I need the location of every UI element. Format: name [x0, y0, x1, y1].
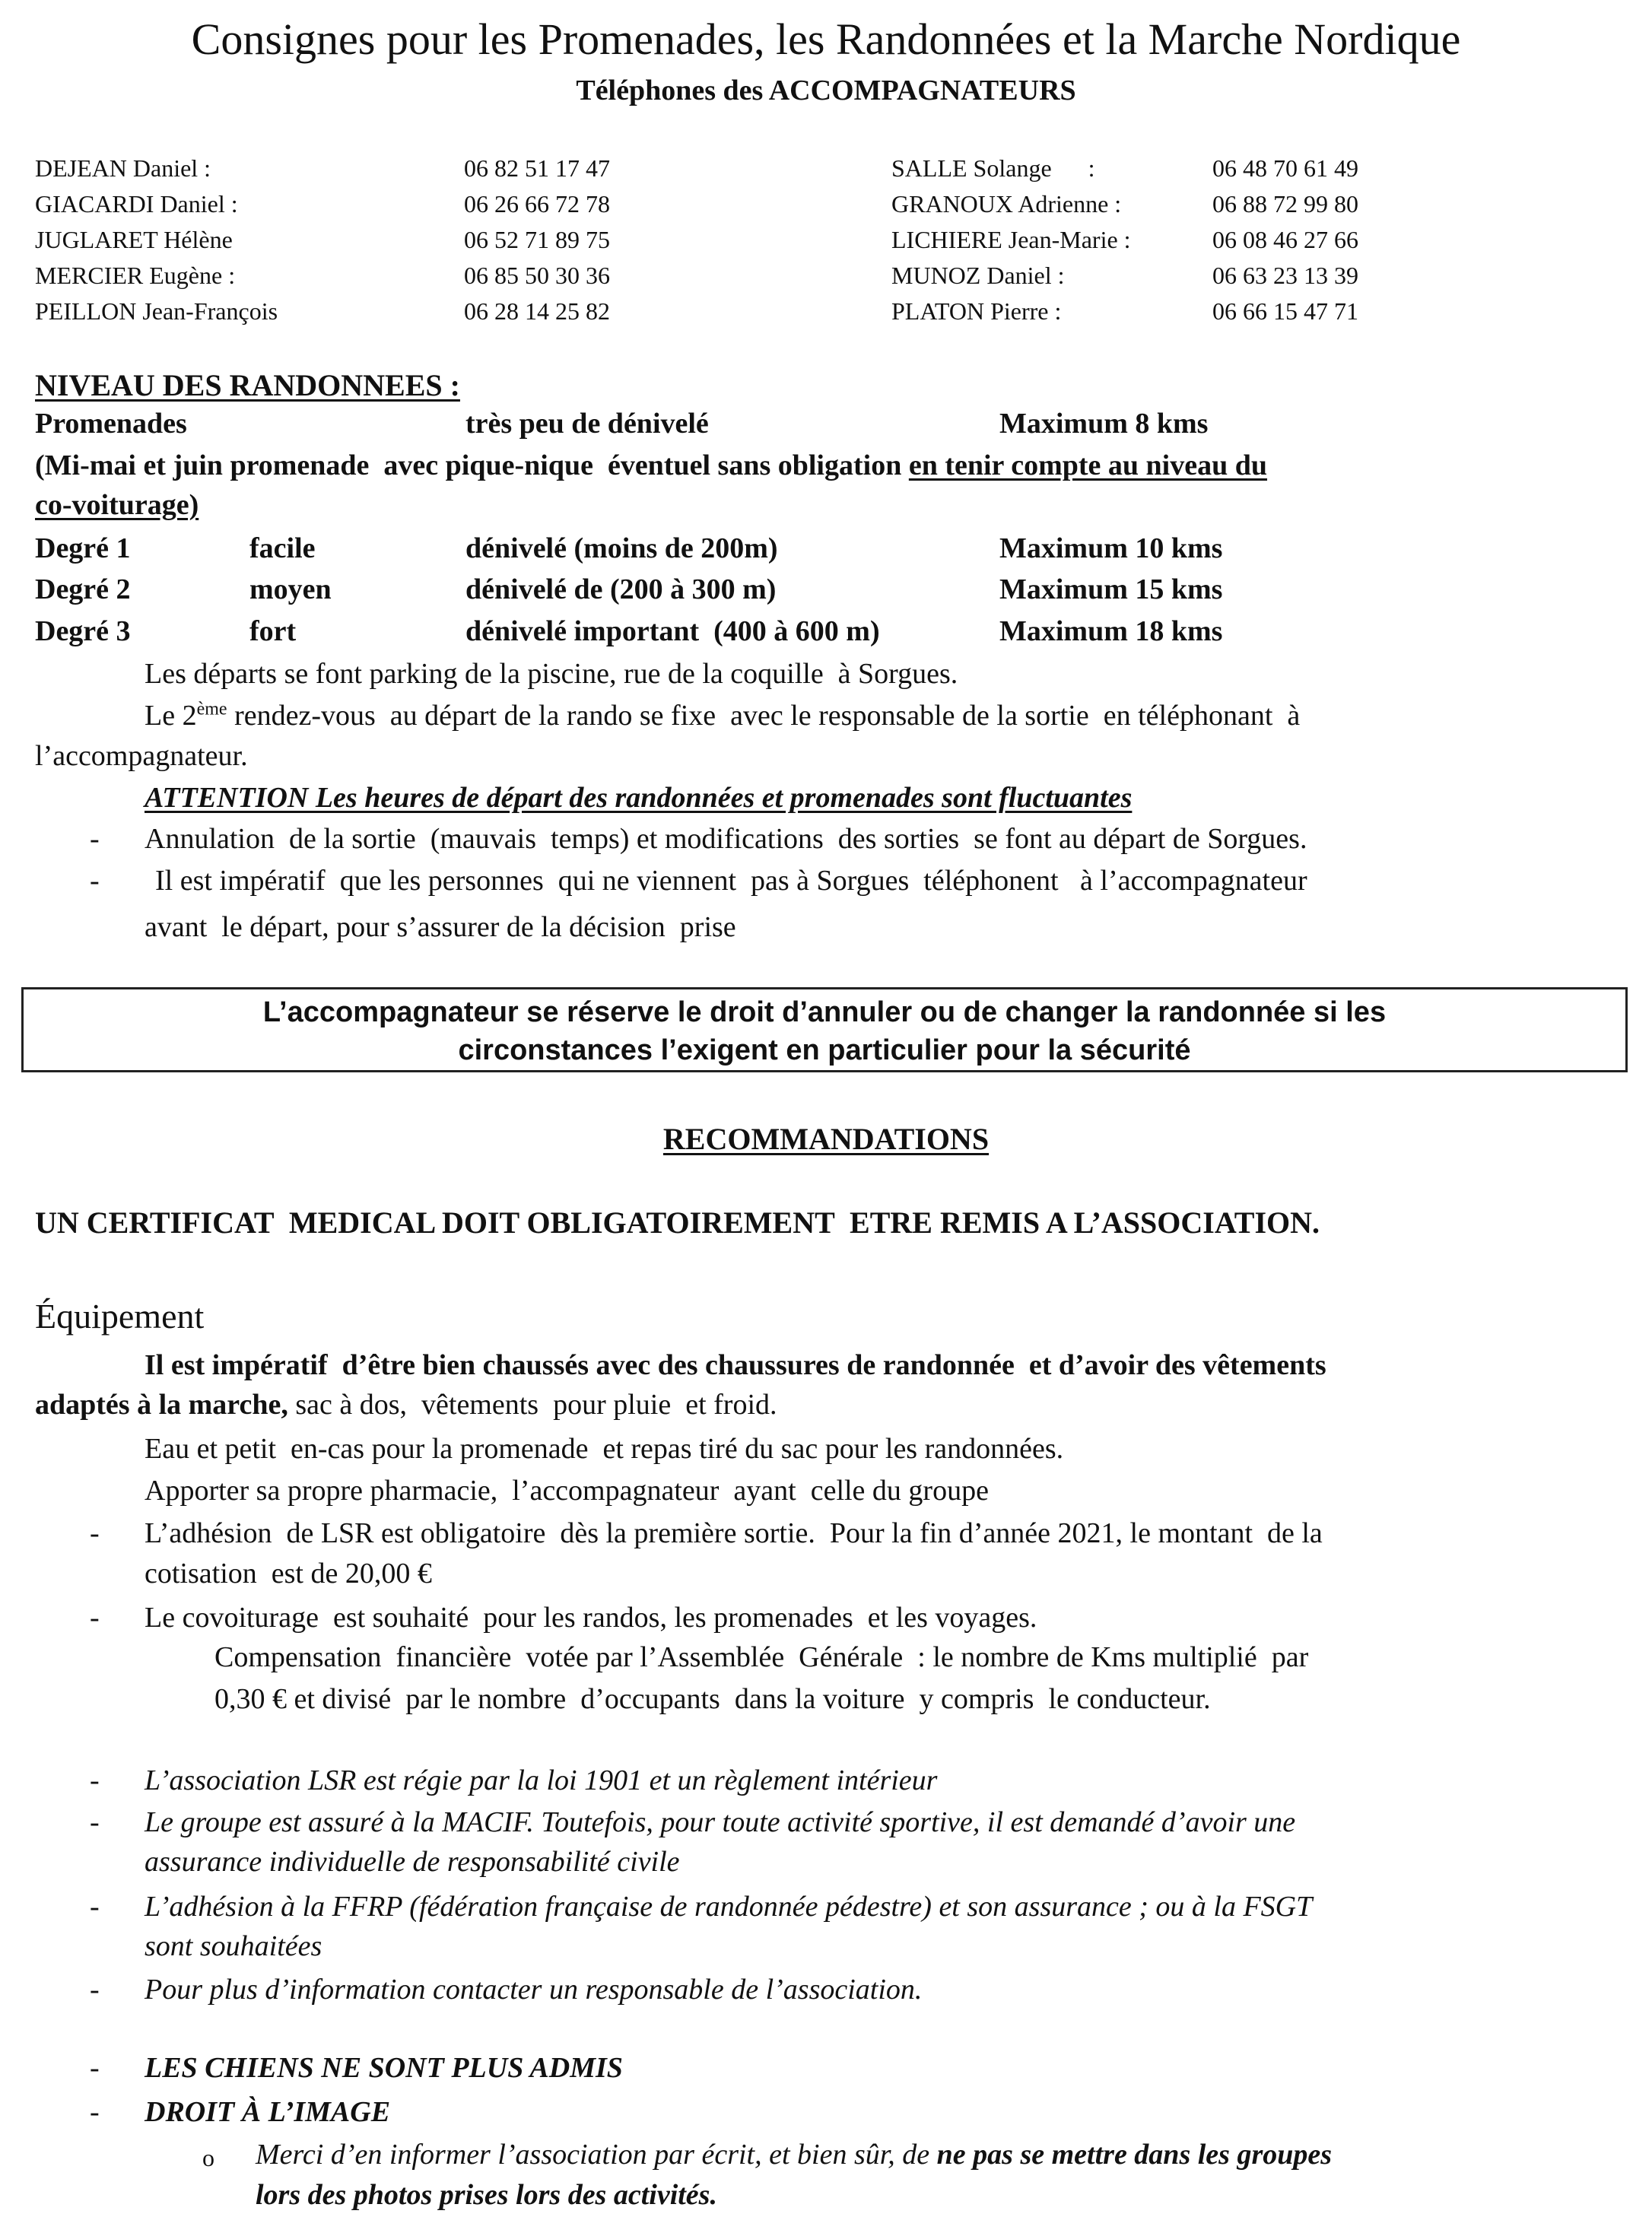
bullet-dash: - — [90, 2052, 100, 2084]
warning-box — [21, 987, 1628, 1072]
image-rights-text-a: Merci d’en informer l’association par écrit, et bien sûr, de — [256, 2139, 937, 2171]
dogs-notice: LES CHIENS NE SONT PLUS ADMIS — [145, 2052, 623, 2084]
carpool-text: Le covoiturage est souhaité pour les randos, les promenades et les voyages. — [145, 1602, 1037, 1634]
contact-phone: 06 48 70 61 49 — [1212, 154, 1358, 182]
contact-name: MERCIER Eugène : — [35, 262, 236, 289]
bullet-dash: - — [90, 2096, 100, 2128]
bullet-phone-notice-end: avant le départ, pour s’assurer de la décision prise — [145, 911, 736, 943]
more-info-text: Pour plus d’information contacter un responsable de l’association. — [145, 1974, 923, 2006]
bullet-dash: - — [90, 1517, 100, 1549]
rendezvous-a: Le 2 — [145, 700, 197, 732]
degree-label: Degré 1 — [35, 532, 131, 564]
equipment-clothing — [35, 1386, 777, 1423]
contact-phone: 06 26 66 72 78 — [464, 190, 610, 218]
carpool-compensation-end: 0,30 € et divisé par le nombre d’occupants dans la voiture y compris le conducteur. — [214, 1683, 1211, 1715]
contact-phone: 06 08 46 27 66 — [1212, 226, 1358, 253]
contact-name: GIACARDI Daniel : — [35, 190, 238, 218]
contact-phone: 06 63 23 13 39 — [1212, 262, 1358, 289]
bullet-dash: - — [90, 1974, 100, 2006]
departure-text: Les départs se font parking de la piscine, rue de la coquille à Sorgues. — [145, 658, 958, 690]
association-rules: L’association LSR est régie par la loi 1901 et un règlement intérieur — [145, 1764, 938, 1796]
rendezvous-b: rendez-vous au départ de la rando se fixe avec le responsable de la sortie en téléphonant à — [227, 700, 1301, 732]
degree-desc: dénivelé de (200 à 300 m) — [465, 573, 777, 605]
contact-name: GRANOUX Adrienne : — [891, 190, 1122, 218]
equipment-pharmacy: Apporter sa propre pharmacie, l’accompagnateur ayant celle du groupe — [145, 1475, 989, 1507]
ffrp-text: L’adhésion à la FFRP (fédération française de randonnée pédestre) et son assurance ; ou à la FSGT — [145, 1891, 1313, 1923]
membership-fee: cotisation est de 20,00 € — [145, 1558, 432, 1590]
recommendations-heading: RECOMMANDATIONS — [662, 1122, 990, 1156]
degree-level: facile — [249, 532, 316, 564]
contact-name: PLATON Pierre : — [891, 297, 1062, 325]
membership-text: L’adhésion de LSR est obligatoire dès la première sortie. Pour la fin d’année 2021, le montant de la — [145, 1517, 1323, 1549]
ffrp-text-end: sont souhaitées — [145, 1930, 322, 1962]
degree-label: Degré 2 — [35, 573, 131, 605]
bullet-cancellation: Annulation de la sortie (mauvais temps) et modifications des sorties se font au départ de Sorgues. — [145, 823, 1307, 855]
bullet-dash: - — [90, 865, 100, 897]
insurance-text-end: assurance individuelle de responsabilité civile — [145, 1846, 680, 1878]
contact-phone: 06 88 72 99 80 — [1212, 190, 1358, 218]
page-subtitle: Téléphones des ACCOMPAGNATEURS — [576, 75, 1076, 106]
equipment-clothing-rest: sac à dos, vêtements pour pluie et froid. — [288, 1389, 777, 1421]
insurance-text: Le groupe est assuré à la MACIF. Toutefois, pour toute activité sportive, il est demandé d’avoir une — [145, 1806, 1296, 1838]
contact-phone: 06 66 15 47 71 — [1212, 297, 1358, 325]
bullet-dash: - — [90, 1764, 100, 1796]
rendezvous-text — [145, 697, 1300, 734]
contact-name: SALLE Solange : — [891, 154, 1095, 182]
degree-level: fort — [249, 615, 297, 647]
contact-name: DEJEAN Daniel : — [35, 154, 211, 182]
equipment-water: Eau et petit en-cas pour la promenade et repas tiré du sac pour les randonnées. — [145, 1433, 1064, 1465]
degree-max: Maximum 15 kms — [999, 573, 1223, 605]
contact-name: LICHIERE Jean-Marie : — [891, 226, 1131, 253]
promenades-max: Maximum 8 kms — [999, 408, 1209, 440]
warning-line-2: circonstances l’exigent en particulier pour la sécurité — [458, 1034, 1191, 1066]
degree-max: Maximum 18 kms — [999, 615, 1223, 647]
medical-certificate-notice: UN CERTIFICAT MEDICAL DOIT OBLIGATOIREMENT ETRE REMIS A L’ASSOCIATION. — [35, 1205, 1320, 1240]
image-rights-heading: DROIT À L’IMAGE — [145, 2096, 391, 2128]
image-rights-text — [256, 2136, 1332, 2173]
warning-line-1: L’accompagnateur se réserve le droit d’annuler ou de changer la randonnée si les — [262, 996, 1387, 1028]
carpool-compensation: Compensation financière votée par l’Assemblée Générale : le nombre de Kms multiplié par — [214, 1641, 1309, 1673]
contact-name: JUGLARET Hélène — [35, 226, 233, 253]
promenades-note-underlined: en tenir compte au niveau du — [908, 449, 1268, 481]
levels-heading: NIVEAU DES RANDONNEES : — [35, 368, 460, 402]
image-rights-text-bold: ne pas se mettre dans les groupes — [936, 2139, 1333, 2171]
bullet-dash: - — [90, 1602, 100, 1634]
contact-name: MUNOZ Daniel : — [891, 262, 1065, 289]
bullet-dash: - — [90, 1806, 100, 1838]
promenades-note — [35, 447, 1267, 484]
equipment-heading: Équipement — [35, 1297, 205, 1336]
rendezvous-superscript: ème — [196, 699, 227, 719]
rendezvous-end: l’accompagnateur. — [35, 740, 248, 772]
bullet-phone-notice: Il est impératif que les personnes qui ne viennent pas à Sorgues téléphonent à l’accompagnateur — [155, 865, 1307, 897]
degree-max: Maximum 10 kms — [999, 532, 1223, 564]
contact-phone: 06 85 50 30 36 — [464, 262, 610, 289]
degree-desc: dénivelé (moins de 200m) — [465, 532, 778, 564]
circle-bullet-icon: o — [202, 2144, 214, 2171]
equipment-shoes: Il est impératif d’être bien chaussés avec des chaussures de randonnée et d’avoir des vêtements — [145, 1349, 1326, 1381]
promenades-label: Promenades — [35, 408, 187, 440]
contact-name: PEILLON Jean-François — [35, 297, 278, 325]
contact-phone: 06 82 51 17 47 — [464, 154, 610, 182]
promenades-desc: très peu de dénivelé — [465, 408, 709, 440]
contact-phone: 06 52 71 89 75 — [464, 226, 610, 253]
bullet-dash: - — [90, 823, 100, 855]
degree-label: Degré 3 — [35, 615, 131, 647]
image-rights-text-end: lors des photos prises lors des activités. — [256, 2179, 717, 2211]
attention-note: ATTENTION Les heures de départ des randonnées et promenades sont fluctuantes — [145, 782, 1133, 814]
equipment-clothing-bold: adaptés à la marche, — [35, 1389, 288, 1421]
promenades-note-end: co-voiturage) — [35, 489, 199, 521]
page-title: Consignes pour les Promenades, les Randonnées et la Marche Nordique — [191, 14, 1461, 64]
degree-level: moyen — [249, 573, 332, 605]
degree-desc: dénivelé important (400 à 600 m) — [465, 615, 880, 647]
promenades-note-text: (Mi-mai et juin promenade avec pique-nique éventuel sans obligation — [35, 449, 909, 481]
bullet-dash: - — [90, 1891, 100, 1923]
contact-phone: 06 28 14 25 82 — [464, 297, 610, 325]
